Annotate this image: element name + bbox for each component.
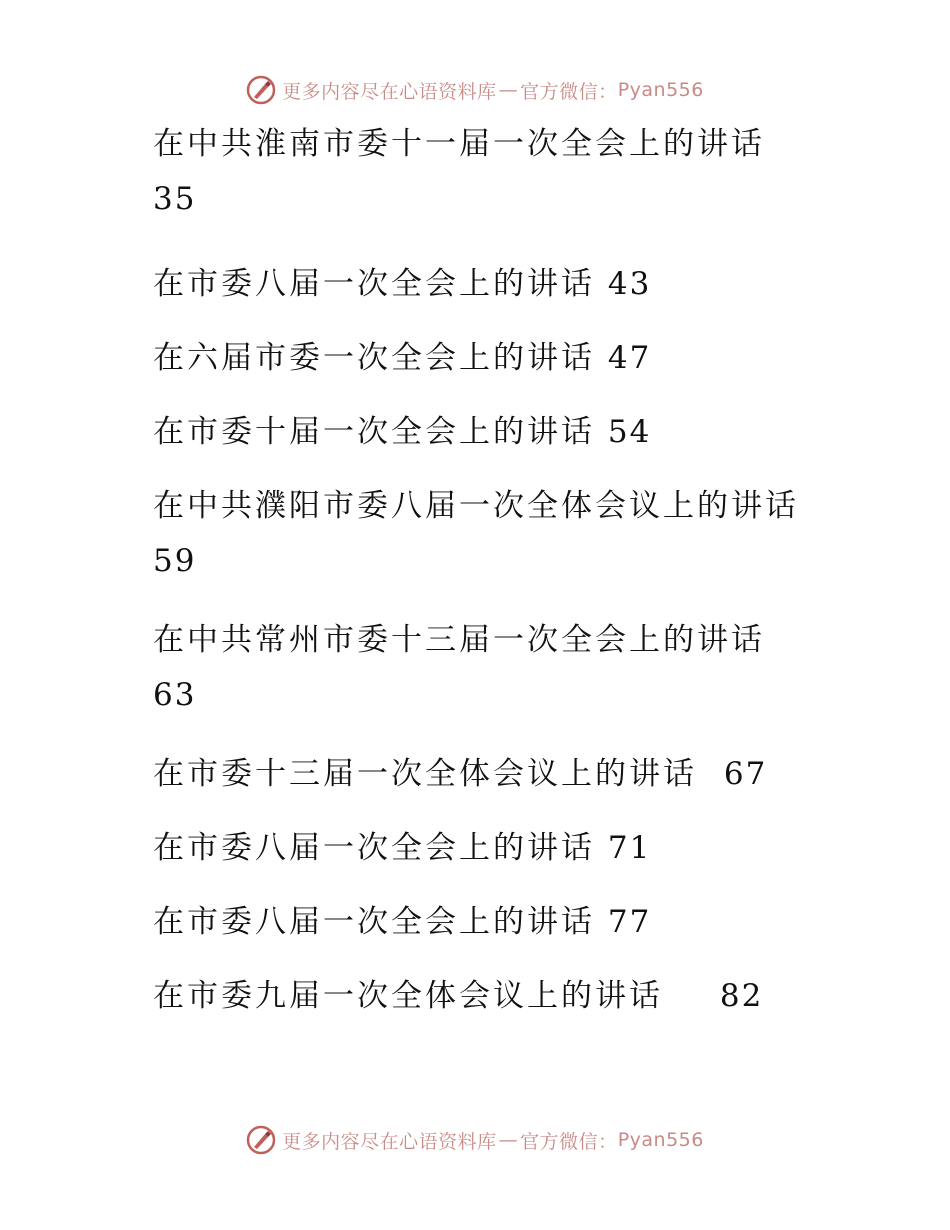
toc-entry-page: 59 <box>153 543 197 579</box>
header-wechat-id: Pyan556 <box>617 79 704 101</box>
toc-entry-page: 67 <box>723 756 768 792</box>
header-watermark-separator: — <box>498 79 519 101</box>
toc-entry-title: 在市委八届一次全会上的讲话 <box>153 830 595 866</box>
toc-entry <box>153 118 765 217</box>
toc-entry-title: 在中共常州市委十三届一次全会上的讲话 <box>153 622 765 658</box>
toc-entry-title: 在六届市委一次全会上的讲话 <box>153 340 595 376</box>
footer-wechat-label: 官方微信： <box>520 1130 618 1153</box>
toc-entry-page: 71 <box>607 830 652 866</box>
footer-watermark-text: 更多内容尽在心语资料库 <box>282 1130 497 1153</box>
toc-entry-page: 82 <box>719 978 764 1014</box>
header-wechat-label: 官方微信： <box>520 80 618 103</box>
toc-entry-title: 在市委十三届一次全体会议上的讲话 <box>153 756 697 792</box>
pen-logo-icon <box>246 75 276 105</box>
toc-entry-title: 在市委十届一次全会上的讲话 <box>153 414 595 450</box>
toc-entry <box>153 614 765 713</box>
toc-entry <box>153 896 651 941</box>
toc-entry <box>153 480 799 579</box>
toc-entry-page: 77 <box>607 904 652 940</box>
toc-entry <box>153 748 767 793</box>
footer-watermark <box>0 1120 950 1160</box>
footer-wechat-id: Pyan556 <box>617 1129 704 1151</box>
toc-entry-page: 47 <box>607 340 652 376</box>
toc-entry-title: 在市委八届一次全会上的讲话 <box>153 266 595 302</box>
header-watermark-text: 更多内容尽在心语资料库 <box>282 80 497 103</box>
toc-entry-title: 在中共淮南市委十一届一次全会上的讲话 <box>153 126 765 162</box>
toc-entry <box>153 332 651 377</box>
toc-entry <box>153 258 651 303</box>
header-watermark <box>0 70 950 110</box>
pen-logo-icon <box>246 1125 276 1155</box>
toc-entry-page: 35 <box>153 181 197 217</box>
toc-entry-page: 54 <box>607 414 652 450</box>
toc-entry <box>153 406 651 451</box>
toc-entry-title: 在市委九届一次全体会议上的讲话 <box>153 978 663 1014</box>
toc-entry-title: 在中共濮阳市委八届一次全体会议上的讲话 <box>153 488 799 524</box>
toc-entry-page: 63 <box>153 677 197 713</box>
toc-entry <box>153 822 651 867</box>
toc-entry <box>153 970 763 1015</box>
footer-watermark-separator: — <box>498 1129 519 1151</box>
toc-entry-title: 在市委八届一次全会上的讲话 <box>153 904 595 940</box>
toc-entry-page: 43 <box>607 266 652 302</box>
